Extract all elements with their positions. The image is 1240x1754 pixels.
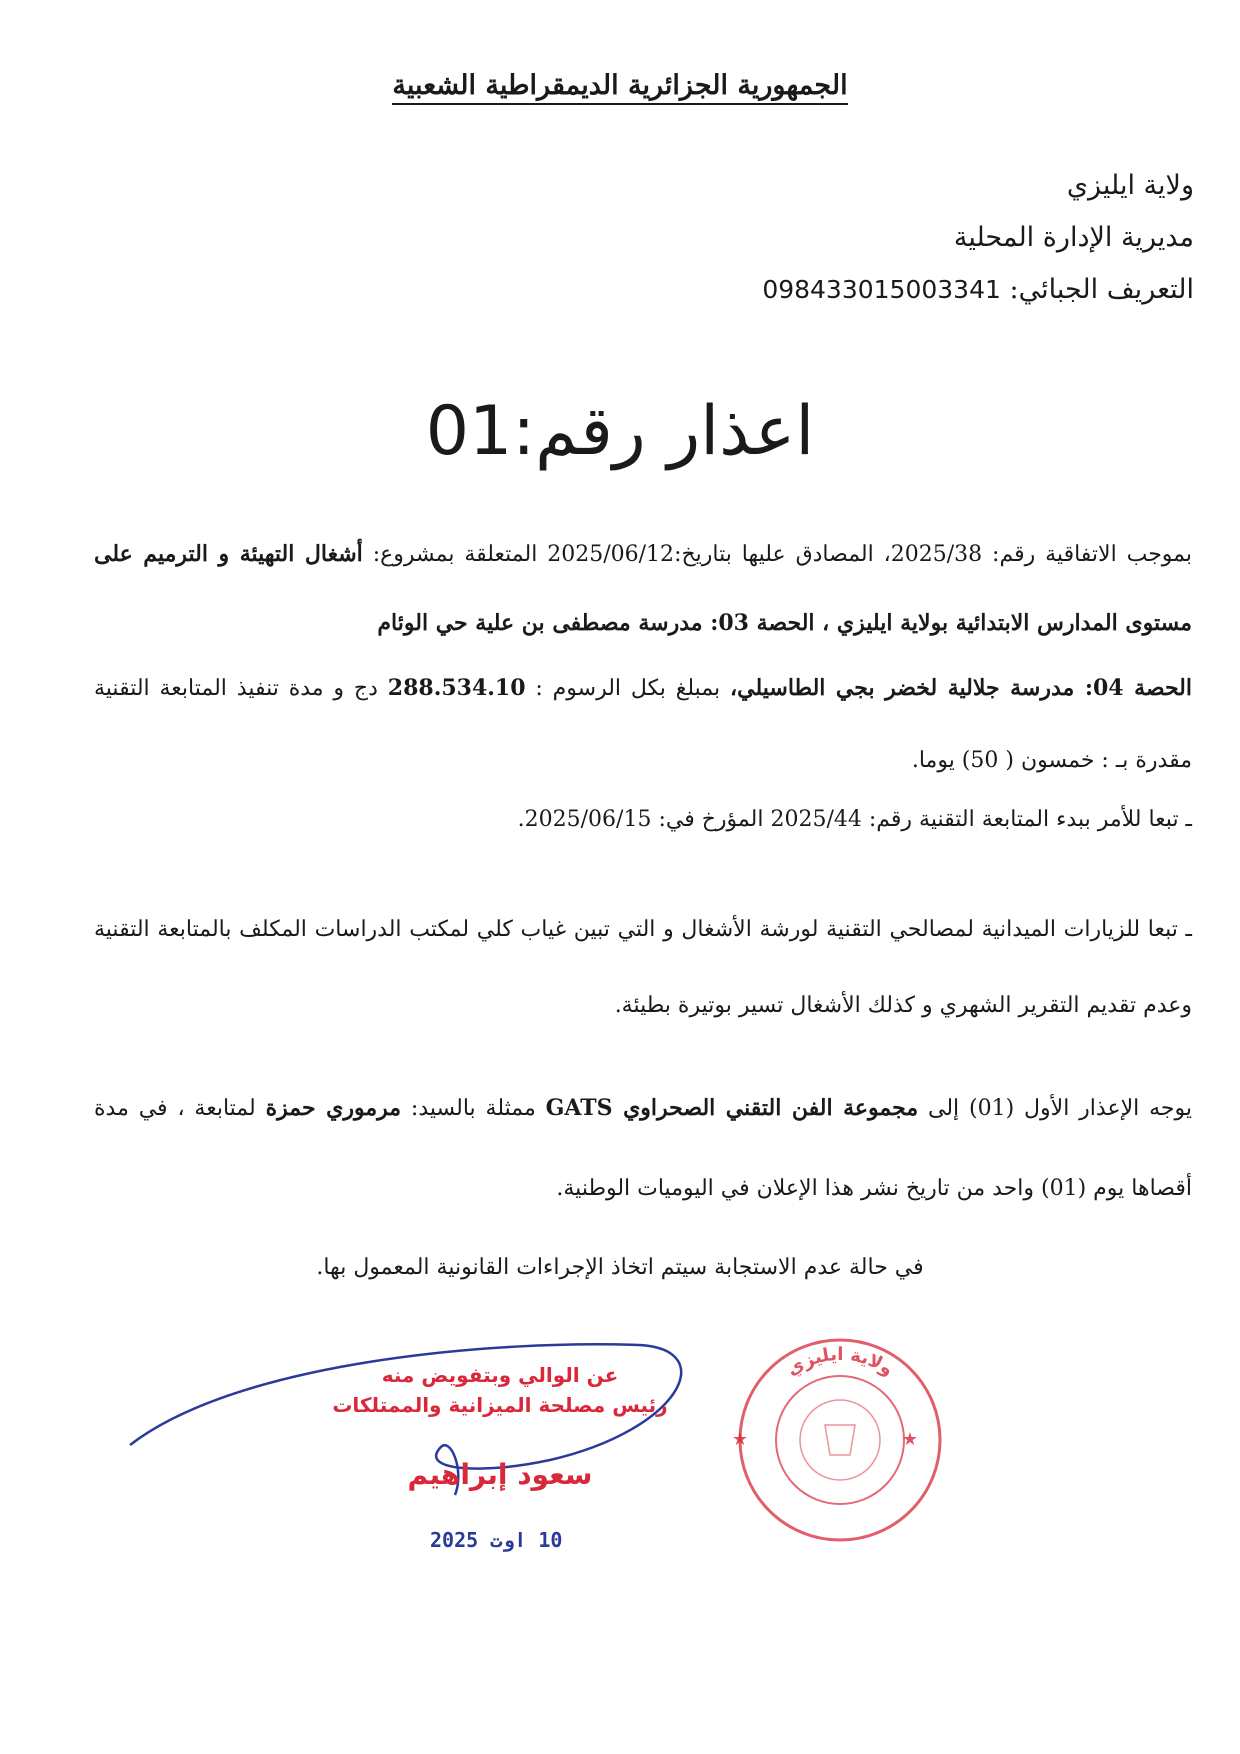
svg-text:★: ★ [731,1429,748,1450]
paragraph-notice-person: مرموري حمزة [265,1095,402,1121]
paragraph-lot [94,652,1192,797]
paragraph-lot-amount: 288.534.10 [387,675,526,701]
signatory-name: سعود إبراهيم [407,1458,593,1491]
issuer-block [494,160,1194,316]
paragraph-notice-deadline: لمتابعة ، في مدة أقصاها يوم (01) واحد من تاريخ نشر هذا الإعلان في اليوميات الوطنية. [94,1096,1192,1201]
signature-date [430,1528,562,1552]
official-seal [730,1330,950,1550]
signature-date-day: 10 [538,1528,563,1552]
paragraph-notice-intro: يوجه الإعذار الأول (01) إلى [927,1096,1192,1121]
wilaya-name: ولاية ايليزي [1066,170,1194,201]
paragraph-agreement-project: أشغال التهيئة و الترميم على مستوى المدارس الابتدائية بولاية ايليزي ، الحصة 03: مدرسة مصطفى بن علية حي الوئام [94,541,1192,636]
paragraph-lot-name: الحصة 04: مدرسة جلالية لخضر بجي الطاسيلي، [730,675,1192,701]
paragraph-notice [94,1068,1192,1229]
signature-title: رئيس مصلحة الميزانية والممتلكات [332,1393,668,1417]
signature-authority: عن الوالي وبتفويض منه [381,1363,619,1387]
signature-date-year: 2025 [430,1528,479,1552]
directorate-name: مديرية الإدارة المحلية [953,222,1194,253]
republic-text: الجمهورية الجزائرية الديمقراطية الشعبية [392,70,847,105]
fiscal-id-line [494,264,1194,316]
seal-text: ولاية ايليزي [783,1343,898,1381]
paragraph-visits: ـ تبعا للزيارات الميدانية لمصالحي التقنية لورشة الأشغال و التي تبين غياب كلي لمكتب الدراسات المكلف بالمتابعة التقنية وعدم تقديم التقرير الشهري و كذلك الأشغال تسير بوتيرة بطيئة. [94,917,1192,1018]
fiscal-id-label: التعريف الجبائي: [1009,274,1194,305]
signature-date-month: اوت [490,1528,527,1552]
paragraph-consequence: في حالة عدم الاستجابة سيتم اتخاذ الإجراءات القانونية المعمول بها. [316,1255,924,1280]
paragraph-lot-amount-label: بمبلغ بكل الرسوم : [535,676,721,701]
paragraph-agreement [94,520,1192,658]
signature-block [300,1360,700,1491]
notice-title: اعذار رقم:01 [425,392,815,471]
paragraph-notice-company: مجموعة الفن التقني الصحراوي GATS [545,1095,919,1121]
paragraph-lot-duration: دج و مدة تنفيذ المتابعة التقنية مقدرة بـ : خمسون ( 50) يوما. [94,676,1192,773]
fiscal-id-value: 098433015003341 [762,275,1001,304]
svg-text:★: ★ [901,1429,918,1450]
republic-heading [0,70,1240,101]
paragraph-agreement-intro: بموجب الاتفاقية رقم: 2025/38، المصادق عليها بتاريخ:2025/06/12 المتعلقة بمشروع: [372,542,1193,567]
paragraph-notice-represented: ممثلة بالسيد: [410,1096,536,1121]
paragraph-order: ـ تبعا للأمر ببدء المتابعة التقنية رقم: 2025/44 المؤرخ في: 2025/06/15. [517,807,1192,832]
